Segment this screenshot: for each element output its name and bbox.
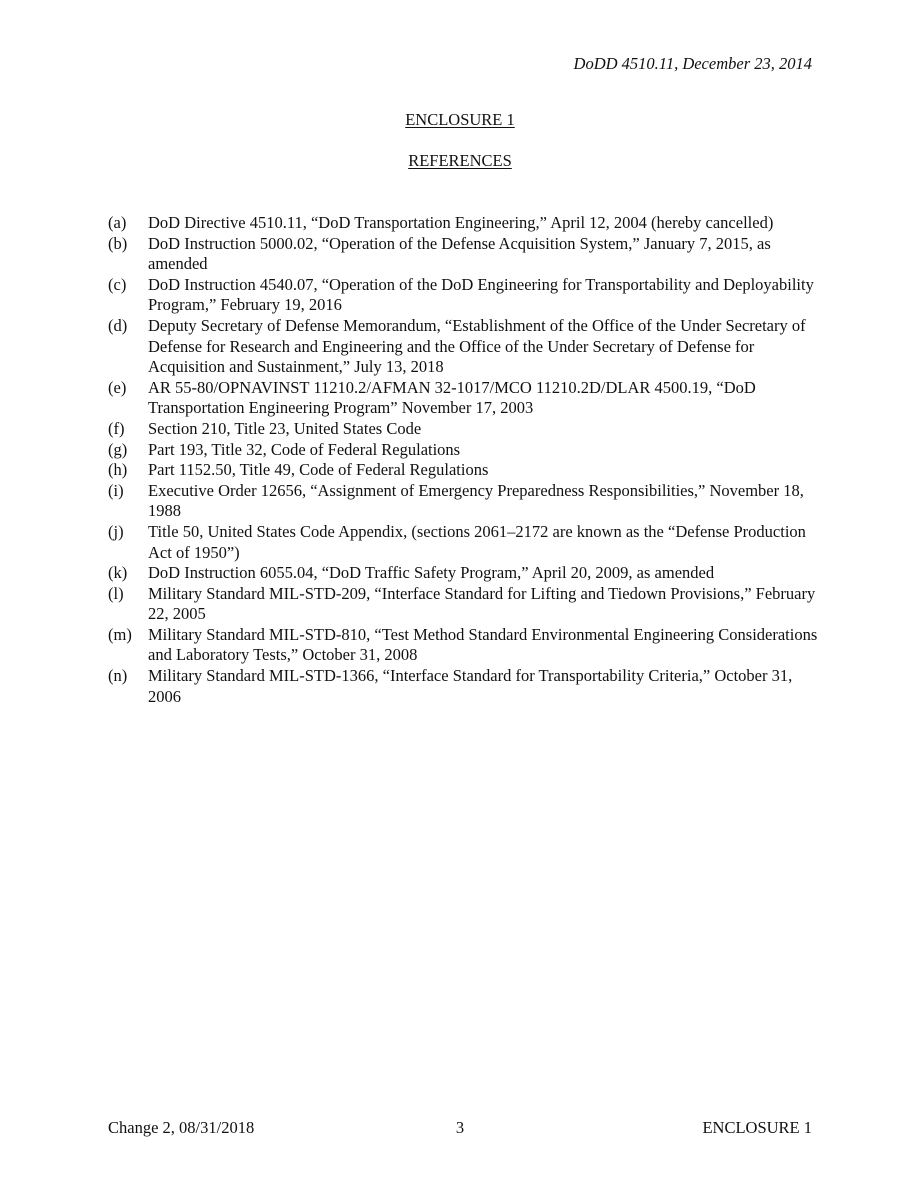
reference-label: (e) (108, 377, 127, 397)
reference-text: Part 1152.50, Title 49, Code of Federal Regulations (148, 460, 489, 480)
reference-text: Military Standard MIL-STD-810, “Test Method Standard Environmental Engineering Considerations and Laboratory Tests,” October 31, 2008 (148, 624, 818, 665)
reference-text: DoD Instruction 5000.02, “Operation of the Defense Acquisition System,” January 7, 2015, as amended (148, 233, 771, 274)
footer-section: ENCLOSURE 1 (702, 1118, 812, 1137)
reference-item-n (108, 666, 820, 707)
references-heading: REFERENCES (408, 151, 512, 170)
reference-label: (b) (108, 233, 128, 253)
reference-item-d (108, 316, 820, 378)
reference-label: (a) (108, 213, 127, 232)
reference-item-k (108, 563, 820, 584)
reference-list (108, 213, 820, 707)
reference-label: (f) (108, 418, 125, 438)
reference-label: (k) (108, 563, 128, 583)
reference-text: Executive Order 12656, “Assignment of Emergency Preparedness Responsibilities,” November 18, 1988 (148, 480, 804, 521)
reference-text: Deputy Secretary of Defense Memorandum, “Establishment of the Office of the Under Secretary of Defense for Research and Engineering and the Office of the Under Secretary of Defense for Acquisition and Sustainment,” July 13, 2018 (148, 315, 806, 377)
reference-text: Part 193, Title 32, Code of Federal Regulations (148, 439, 461, 459)
reference-text: DoD Instruction 6055.04, “DoD Traffic Safety Program,” April 20, 2009, as amended (148, 563, 715, 583)
reference-text: DoD Instruction 4540.07, “Operation of the DoD Engineering for Transportability and Deployability Program,” February 19, 2016 (148, 274, 814, 315)
reference-label: (n) (108, 666, 128, 686)
enclosure-heading: ENCLOSURE 1 (405, 110, 515, 129)
running-header: DoDD 4510.11, December 23, 2014 (573, 54, 812, 73)
reference-item-c (108, 275, 820, 316)
reference-item-l (108, 584, 820, 625)
reference-item-b (108, 234, 820, 275)
reference-label: (c) (108, 274, 127, 294)
reference-label: (g) (108, 439, 128, 459)
reference-item-i (108, 481, 820, 522)
reference-label: (j) (108, 521, 124, 541)
reference-item-f (108, 419, 820, 440)
reference-item-m (108, 625, 820, 666)
reference-item-a (108, 213, 820, 234)
footer-change-date: Change 2, 08/31/2018 (108, 1118, 255, 1137)
reference-item-j (108, 522, 820, 563)
reference-item-g (108, 440, 820, 461)
reference-label: (i) (108, 480, 124, 500)
reference-text: AR 55-80/OPNAVINST 11210.2/AFMAN 32-1017/MCO 11210.2D/DLAR 4500.19, “DoD Transportation Engineering Program” November 17, 2003 (148, 377, 756, 418)
reference-label: (m) (108, 624, 132, 644)
reference-label: (d) (108, 315, 128, 335)
reference-text: Title 50, United States Code Appendix, (sections 2061–2172 are known as the “Defense Production Act of 1950”) (148, 521, 806, 562)
reference-item-e (108, 378, 820, 419)
reference-text: Military Standard MIL-STD-209, “Interface Standard for Lifting and Tiedown Provisions,” February 22, 2005 (148, 583, 816, 624)
reference-text: Section 210, Title 23, United States Code (148, 418, 422, 438)
reference-text: DoD Directive 4510.11, “DoD Transportation Engineering,” April 12, 2004 (hereby cancelled) (148, 213, 774, 232)
footer-page-number: 3 (455, 1118, 465, 1137)
reference-label: (l) (108, 583, 124, 603)
reference-text: Military Standard MIL-STD-1366, “Interface Standard for Transportability Criteria,” October 31, 2006 (148, 666, 793, 706)
reference-label: (h) (108, 460, 128, 480)
reference-item-h (108, 460, 820, 481)
